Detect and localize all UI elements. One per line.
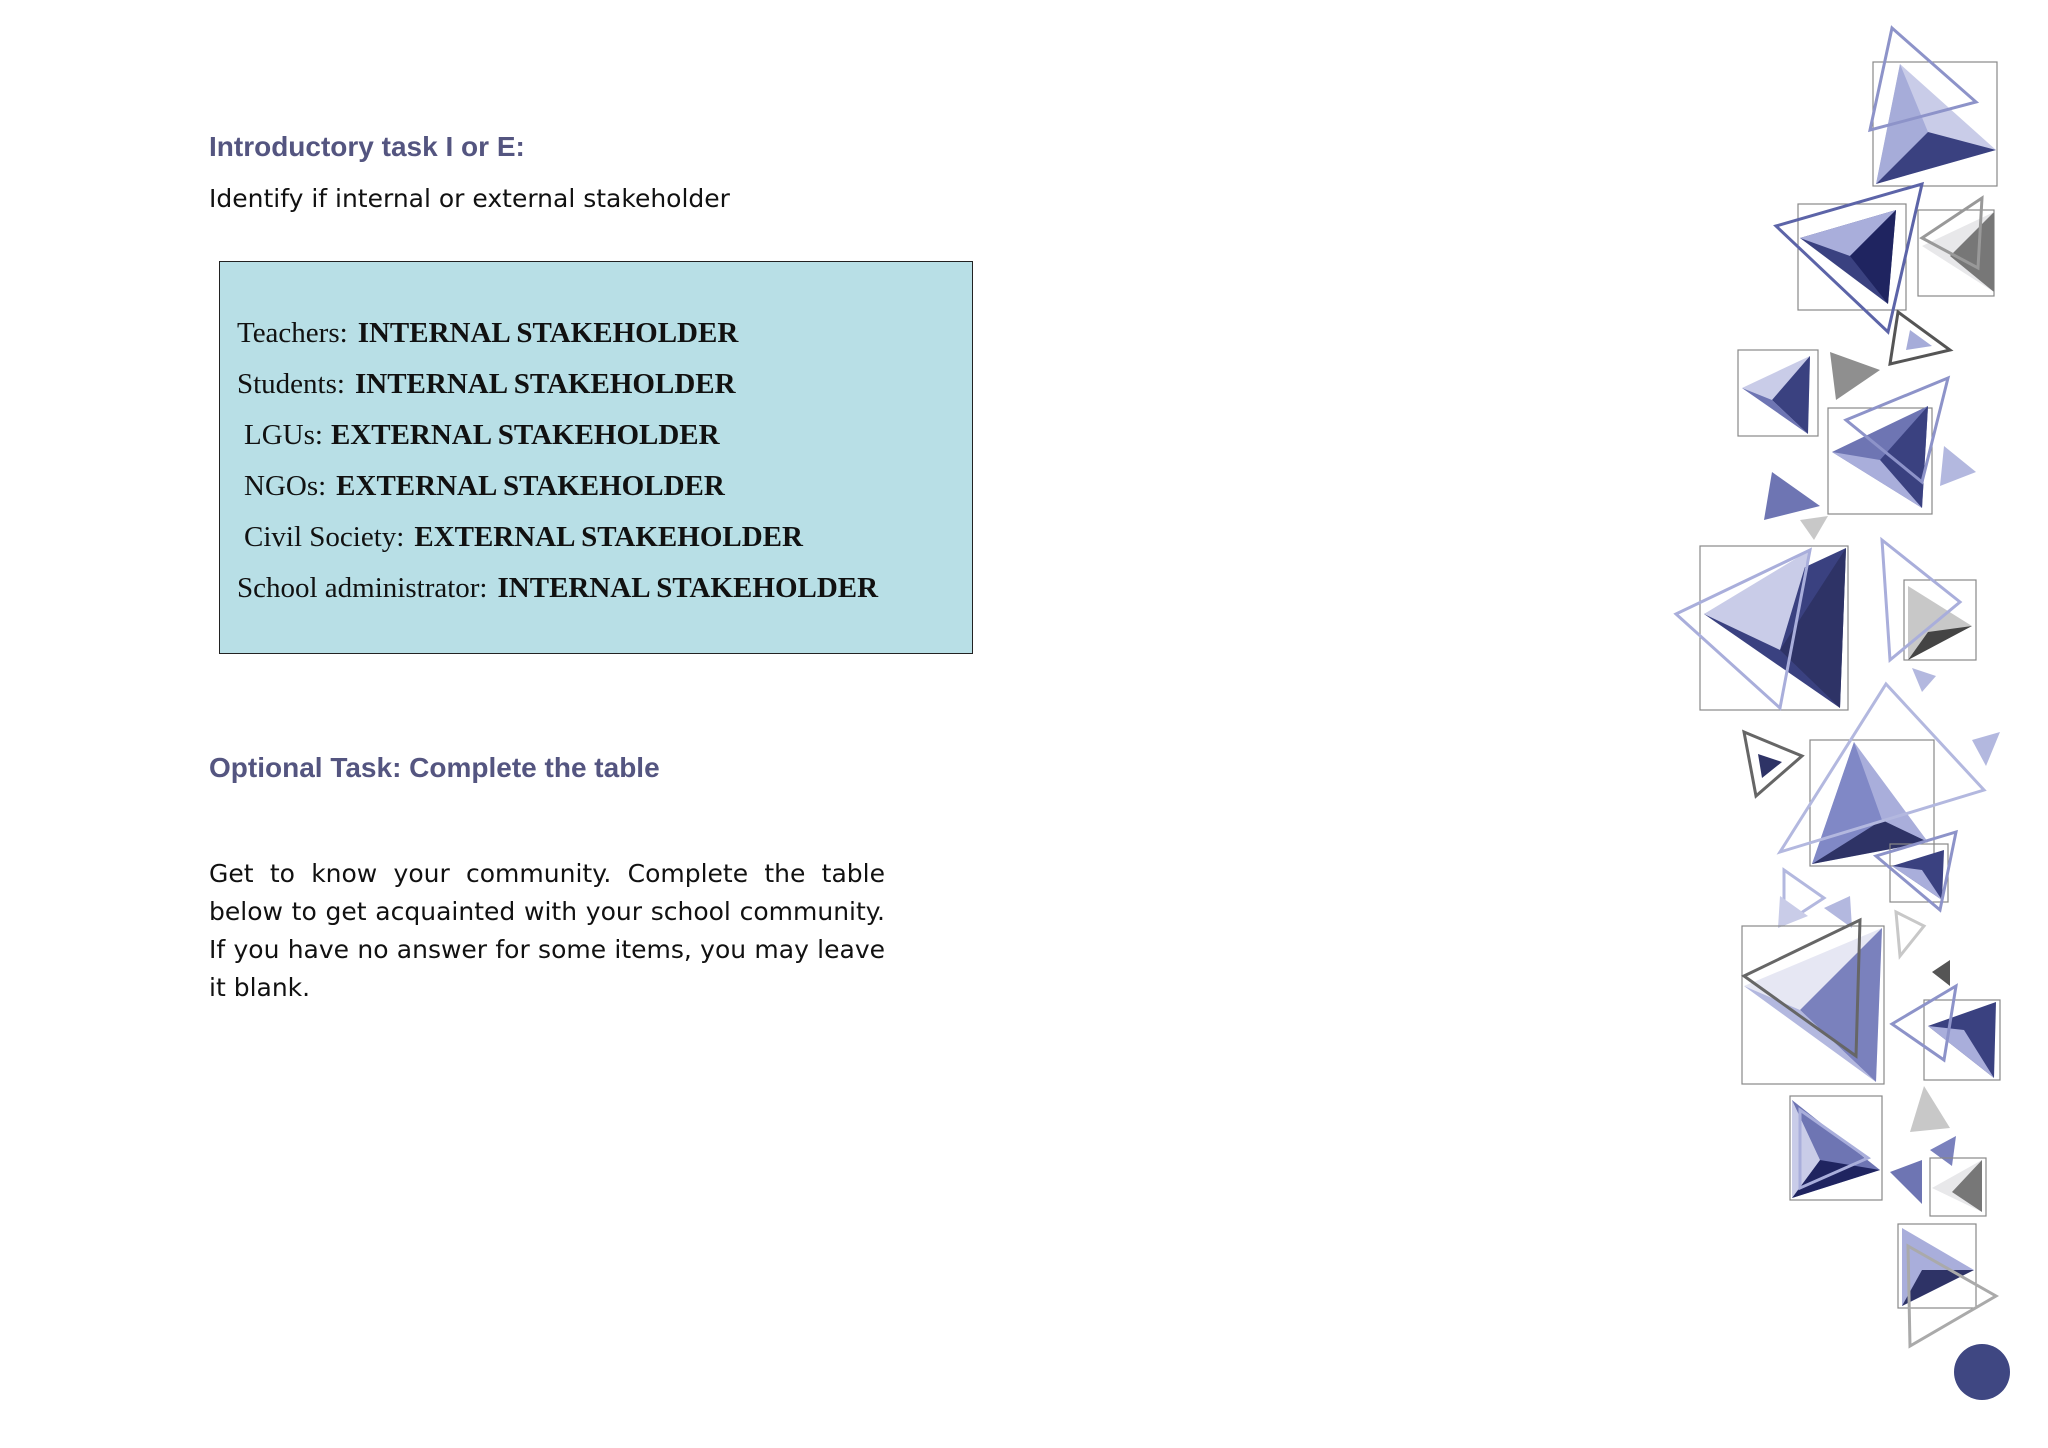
pyramid-decoration (1892, 986, 2000, 1080)
triangle-decoration (1758, 754, 1782, 778)
pyramid-decoration (1742, 920, 1884, 1084)
pyramid-decoration (1882, 540, 1976, 660)
triangle-decoration (1932, 960, 1950, 986)
intro-task-instruction: Identify if internal or external stakeholder (209, 184, 730, 213)
pyramid-decoration (1870, 28, 1997, 186)
pyramid-decoration (1790, 1096, 1882, 1200)
optional-task-paragraph: Get to know your community. Complete the table below to get acquainted with your school community. If you have no answer for some items, you may leave it blank. (209, 859, 885, 1002)
stakeholder-type: INTERNAL STAKEHOLDER (497, 572, 879, 604)
pyramid-decoration (1918, 198, 1994, 296)
pyramid-decoration (1738, 350, 1818, 436)
stakeholder-name: Students: (237, 368, 345, 400)
pyramid-decoration (1828, 378, 1948, 514)
triangle-decoration (1830, 352, 1880, 400)
stakeholder-name: School administrator: (237, 572, 488, 604)
triangle-decoration (1940, 446, 1976, 486)
answer-line (237, 317, 738, 350)
stakeholder-type: EXTERNAL STAKEHOLDER (330, 419, 720, 451)
stakeholder-type: EXTERNAL STAKEHOLDER (414, 521, 803, 553)
answer-line (237, 572, 878, 605)
stakeholder-type: INTERNAL STAKEHOLDER (357, 317, 739, 349)
stakeholder-name: NGOs: (244, 470, 327, 502)
answer-line (244, 470, 725, 503)
stakeholder-name: Civil Society: (244, 521, 405, 553)
answer-line (244, 521, 803, 554)
stakeholder-answer-box (219, 261, 973, 654)
answer-line (237, 368, 736, 401)
stakeholder-type: EXTERNAL STAKEHOLDER (336, 470, 725, 502)
triangle-decoration (1930, 1136, 1956, 1166)
stakeholder-type: INTERNAL STAKEHOLDER (354, 368, 736, 400)
triangle-decoration (1764, 472, 1820, 520)
decorative-triangle-border (1660, 20, 2030, 1420)
answer-line (244, 419, 720, 452)
triangle-decoration (1912, 668, 1936, 692)
pyramid-decoration (1776, 184, 1922, 332)
intro-task-heading: Introductory task I or E: (209, 131, 525, 162)
stakeholder-name: Teachers: (237, 317, 348, 349)
stakeholder-name: LGUs: (244, 419, 323, 451)
pyramid-decoration (1930, 1158, 1986, 1216)
pyramid-decoration (1676, 546, 1848, 710)
triangle-decoration (1972, 732, 2000, 766)
optional-task-heading: Optional Task: Complete the table (209, 752, 660, 783)
triangle-decoration (1910, 1086, 1950, 1132)
triangle-decoration (1890, 1160, 1922, 1204)
triangle-decoration (1824, 896, 1852, 928)
pyramid-decoration (1898, 1224, 1996, 1346)
triangle-decoration (1896, 912, 1924, 956)
triangle-decoration (1800, 516, 1828, 540)
page-marker-circle (1954, 1344, 2010, 1400)
